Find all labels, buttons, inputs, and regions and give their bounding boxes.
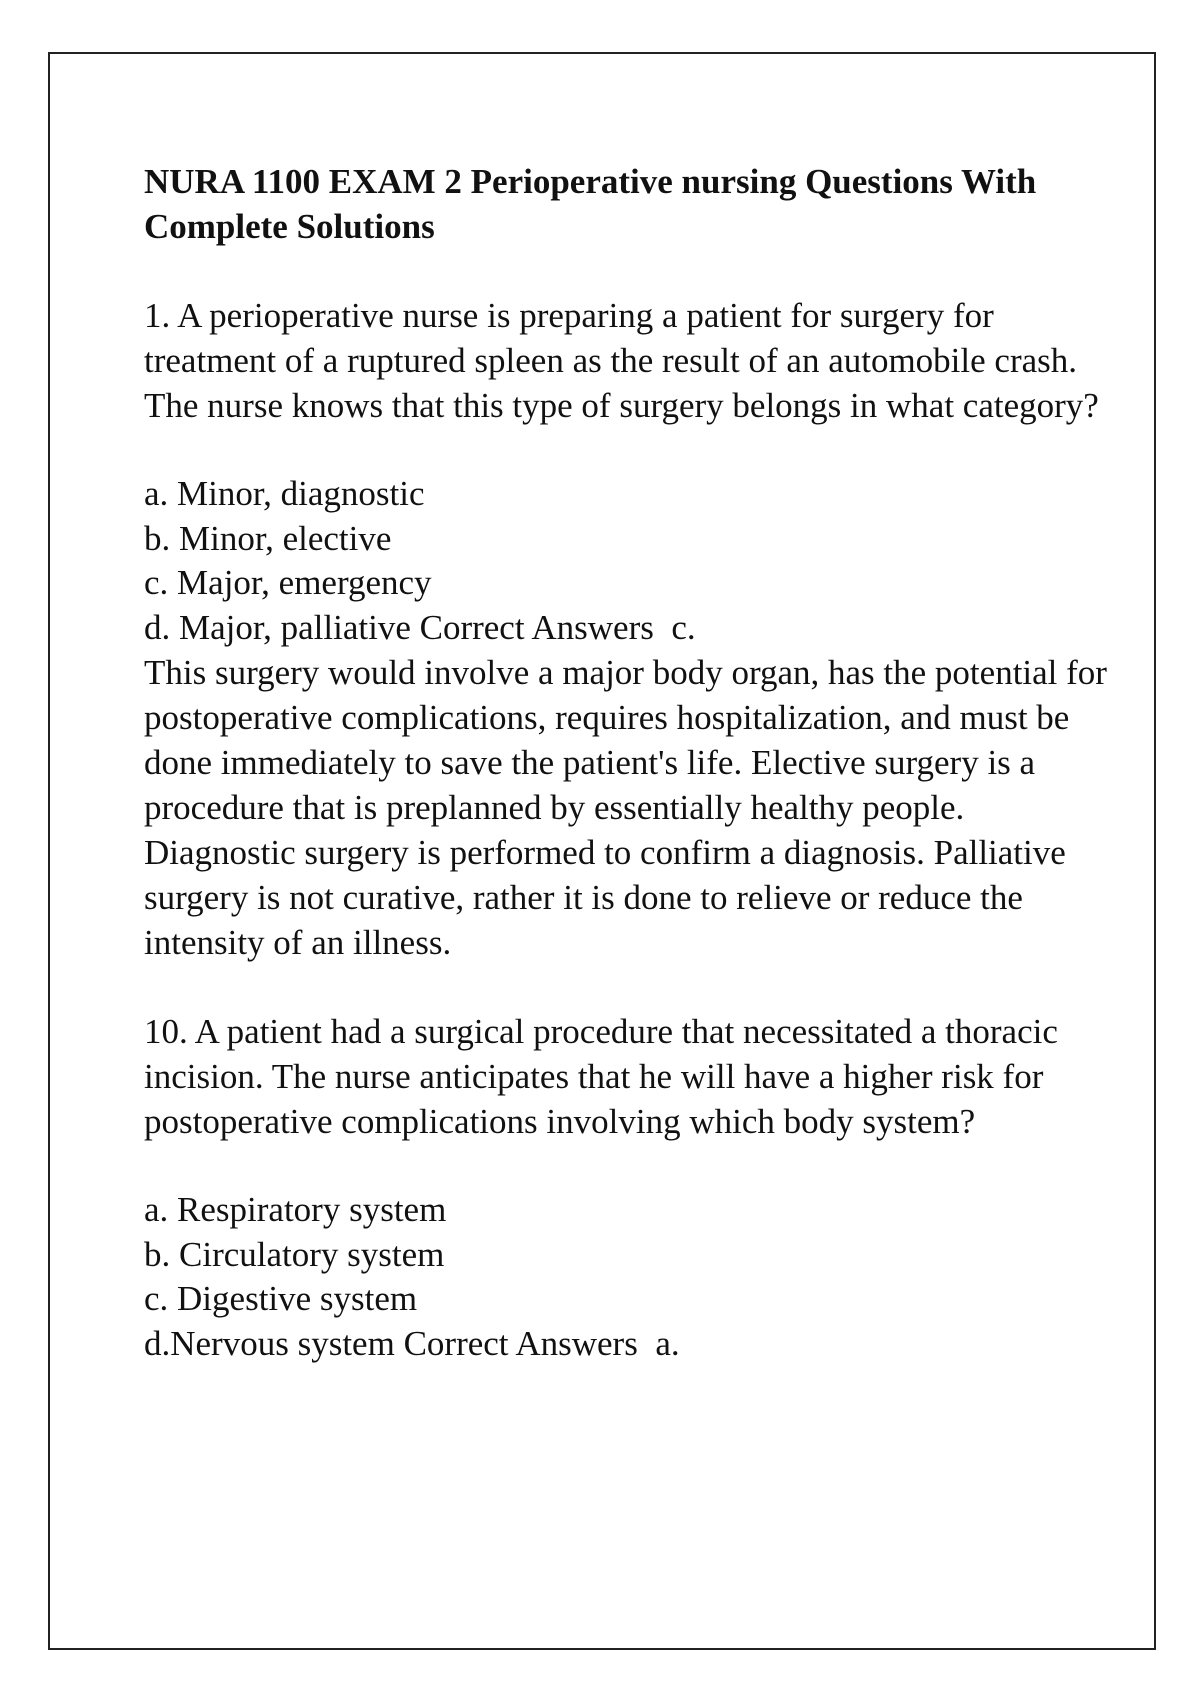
question-1-option-a: a. Minor, diagnostic: [144, 474, 425, 513]
question-1-answer: c.: [671, 607, 696, 647]
question-10-answer-label: Correct Answers: [403, 1323, 638, 1363]
document-body: [144, 159, 1124, 1366]
question-10: [144, 1009, 1124, 1366]
question-10-option-d: d.Nervous system: [144, 1323, 395, 1363]
question-1-options: [144, 472, 1124, 650]
question-1-stem: 1. A perioperative nurse is preparing a patient for surgery for treatment of a ruptured spleen as the result of an automobile crash. The nurse knows that this type of surgery belongs in what category?: [144, 296, 1099, 425]
question-10-option-b: b. Circulatory system: [144, 1234, 445, 1274]
question-1: [144, 293, 1124, 965]
question-1-answer-label: Correct Answers: [419, 607, 654, 647]
question-10-options: [144, 1188, 1124, 1366]
question-10-option-d-with-answer: [144, 1322, 1124, 1367]
question-10-option-c: c. Digestive system: [144, 1279, 418, 1318]
question-1-option-b: b. Minor, elective: [144, 518, 392, 558]
question-10-option-a: a. Respiratory system: [144, 1190, 447, 1229]
document-title: NURA 1100 EXAM 2 Perioperative nursing Questions With Complete Solutions: [144, 162, 1037, 246]
question-1-option-c: c. Major, emergency: [144, 563, 432, 602]
question-10-answer: a.: [655, 1323, 680, 1363]
question-1-rationale: This surgery would involve a major body organ, has the potential for postoperative complications, requires hospitalization, and must be done immediately to save the patient's life. Elective surgery is a procedure that is preplanned by essentially healthy people. Diagnostic surgery is performed to confirm a diagnosis. Palliative surgery is not curative, rather it is done to relieve or reduce the intensity of an illness.: [144, 653, 1107, 962]
question-1-option-d: d. Major, palliative: [144, 607, 411, 647]
question-1-option-d-with-answer: [144, 606, 1124, 651]
question-10-stem: 10. A patient had a surgical procedure that necessitated a thoracic incision. The nurse anticipates that he will have a higher risk for postoperative complications involving which body system?: [144, 1012, 1058, 1141]
page-frame: [48, 52, 1156, 1650]
